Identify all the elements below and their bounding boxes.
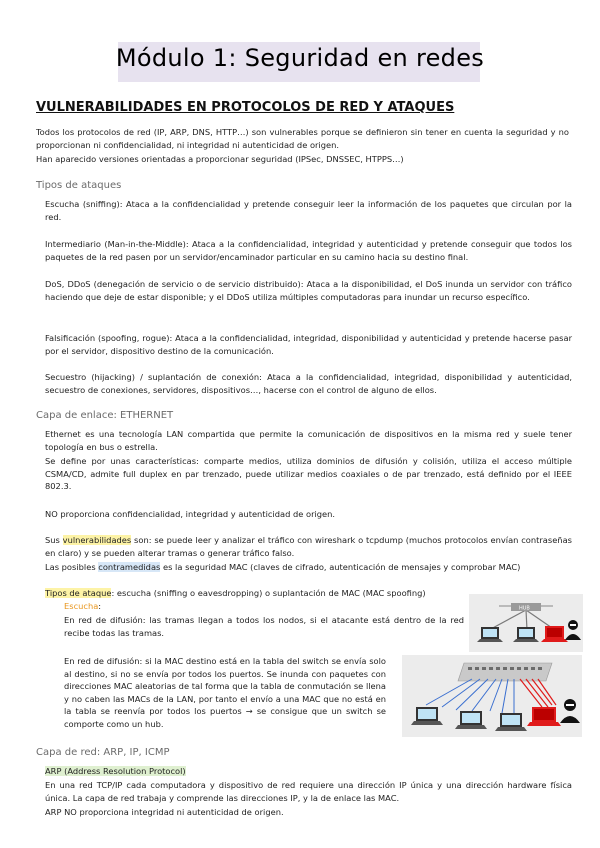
page-title: Módulo 1: Seguridad en redes (115, 44, 485, 72)
attack-types-highlight: Tipos de ataque (45, 588, 112, 598)
arp-label-line (45, 765, 186, 778)
arp-paragraph: En una red TCP/IP cada computadora y dispositivo de red requiere una dirección IP única y una dirección hardware física única. La capa de red trabaja y comprende las direcciones IP, y la de enlace las MAC. (45, 780, 572, 803)
ethernet-countermeasures: Las posibles contramedidas es la seguridad MAC (claves de cifrado, autenticación de mensajes y comprobar MAC) (45, 562, 521, 572)
arp-highlight: ARP (Address Resolution Protocol) (45, 766, 186, 776)
hub-label: HUB (519, 605, 530, 612)
listen-label: Escucha: (64, 601, 102, 611)
intro-paragraph-2: Han aparecido versiones orientadas a proporcionar seguridad (IPSec, DNSSEC, HTPPS…) (36, 154, 404, 164)
arp-no-integrity: ARP NO proporciona integridad ni autenticidad de origen. (45, 807, 284, 817)
countermeasures-highlight: contramedidas (98, 562, 161, 572)
ethernet-vulnerabilities: Sus vulnerabilidades son: se puede leer y analizar el tráfico con wireshark o tcpdump (muchos protocolos envían contraseñas en claro) y se pueden alterar tramas o generar tráfico falso. (45, 535, 572, 558)
ethernet-definition: Ethernet es una tecnología LAN compartida que permite la comunicación de dispositivos en la misma red y suele tener topología en bus o estrella. (45, 429, 572, 452)
section-heading: VULNERABILIDADES EN PROTOCOLOS DE RED Y ATAQUES (36, 100, 455, 115)
attack-spoofing: Falsificación (spoofing, rogue): Ataca a la confidencialidad, integridad, disponibilidad y autenticidad y pretende hacerse pasar por el servidor, dispositivo destino de la comunicación. (45, 333, 572, 356)
vulnerabilities-highlight: vulnerabilidades (62, 535, 132, 545)
broadcast-hub-text: En red de difusión: las tramas llegan a todos los nodos, si el atacante está dentro de la red recibe todas las tramas. (64, 615, 464, 638)
network-layer-heading: Capa de red: ARP, IP, ICMP (36, 747, 170, 758)
switch-device (458, 663, 552, 681)
attack-hijacking: Secuestro (hijacking) / suplantación de conexión: Ataca a la confidencialidad, integridad, disponibilidad y autenticidad, secuestro de conexiones, servidores, dispositivos…, hacerse con el control de alguno de ellos. (45, 372, 572, 395)
intro-paragraph: Todos los protocolos de red (IP, ARP, DNS, HTTP…) son vulnerables porque se definieron sin tener en cuenta la seguridad y no proporcionan ni confidencialidad, ni integridad ni autenticidad de origen. (36, 127, 569, 150)
link-layer-heading: Capa de enlace: ETHERNET (36, 410, 174, 421)
broadcast-switch-text: En red de difusión: si la MAC destino está en la tabla del switch se envía solo al destino, si no se envía por todos los puertos. Se inunda con paquetes con direcciones MAC aleatorias de tal forma que la tabla de conmutación se llena y no caben las MACs de la LAN, por tanto el envío a una MAC que no está en la tabla se reenvía por todos los puertos → se consigue que un switch se comporte como un hub. (64, 656, 386, 729)
attack-mitm: Intermediario (Man-in-the-Middle): Ataca a la confidencialidad, integridad y autenticidad y pretende conseguir que todos los paquetes de la red pasen por un servidor/encaminador particular en su camino hacia su destino final. (45, 239, 572, 262)
attack-types-line: Tipos de ataque: escucha (sniffing o eavesdropping) o suplantación de MAC (MAC spoofing) (45, 588, 426, 598)
hub-diagram (469, 594, 583, 652)
attacker-computer-icon (527, 707, 561, 726)
attack-sniffing: Escucha (sniffing): Ataca a la confidencialidad y pretende conseguir leer la información de los paquetes que circulan por la red. (45, 199, 572, 222)
attacker-computer-icon (541, 626, 568, 642)
ethernet-characteristics: Se define por unas características: comparte medios, utiliza dominios de difusión y colisión, utiliza el acceso múltiple CSMA/CD, admite full duplex en par trenzado, puede utilizar medios coaxiales o de par trenzado, está definido por el IEEE 802.3. (45, 456, 572, 492)
attack-dos: DoS, DDoS (denegación de servicio o de servicio distribuido): Ataca a la disponibilidad, el DoS inunda un servidor con tráfico haciendo que deje de estar disponible; y el DDoS utiliza múltiples computadoras para inundar un recurso específico. (45, 279, 572, 302)
switch-flooding-diagram (402, 655, 582, 737)
attacks-heading: Tipos de ataques (36, 180, 122, 191)
ethernet-no-security: NO proporciona confidencialidad, integridad y autenticidad de origen. (45, 509, 336, 519)
